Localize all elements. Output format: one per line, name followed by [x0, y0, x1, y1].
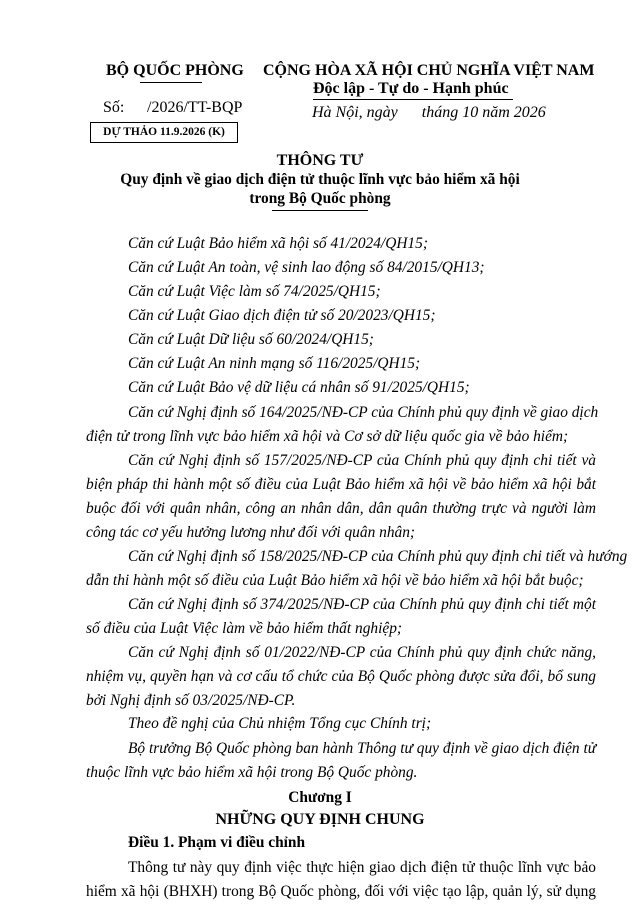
basis-line: Căn cứ Luật Bảo hiểm xã hội số 41/2024/QH15; — [128, 235, 428, 252]
decree-158-line: dẫn thi hành một số điều của Luật Bảo hiểm xã hội về bảo hiểm xã hội bắt buộc; — [86, 572, 584, 589]
document-title-line1: Quy định về giao dịch điện tử thuộc lĩnh vực bảo hiểm xã hội — [120, 171, 520, 188]
decree-01-line: nhiệm vụ, quyền hạn và cơ cấu tổ chức của Bộ Quốc phòng được sửa đổi, bổ sung — [86, 668, 596, 685]
national-motto: Độc lập - Tự do - Hạnh phúc — [313, 80, 509, 97]
document-title-line2: trong Bộ Quốc phòng — [249, 190, 391, 207]
decree-164-line: Căn cứ Nghị định số 164/2025/NĐ-CP của Chính phủ quy định về giao dịch — [128, 404, 599, 421]
decree-374-line: Căn cứ Nghị định số 374/2025/NĐ-CP của Chính phủ quy định chi tiết một — [128, 596, 596, 613]
decree-157-line: công tác cơ yếu hưởng lương như đối với quân nhân; — [86, 524, 416, 541]
place-date: Hà Nội, ngày tháng 10 năm 2026 — [312, 104, 546, 121]
issuance-line: thuộc lĩnh vực bảo hiểm xã hội trong Bộ Quốc phòng. — [86, 764, 418, 781]
basis-line: Căn cứ Luật Bảo vệ dữ liệu cá nhân số 91/2025/QH15; — [128, 379, 470, 396]
document-number-label: Số: — [103, 99, 125, 116]
basis-line: Căn cứ Luật Giao dịch điện tử số 20/2023/QH15; — [128, 307, 436, 324]
country-name: CỘNG HÒA XÃ HỘI CHỦ NGHĨA VIỆT NAM — [263, 62, 595, 79]
draft-box: DỰ THẢO 11.9.2026 (K) — [90, 122, 238, 143]
article-1-text-line: hiểm xã hội (BHXH) trong Bộ Quốc phòng, đối với việc tạo lập, quản lý, sử dụng — [86, 883, 596, 900]
proposal-line: Theo đề nghị của Chủ nhiệm Tổng cục Chính trị; — [128, 715, 432, 732]
title-underline — [272, 210, 368, 211]
motto-underline — [313, 99, 513, 100]
ministry-name: BỘ QUỐC PHÒNG — [106, 62, 244, 79]
article-1-text-line: Thông tư này quy định việc thực hiện giao dịch điện tử thuộc lĩnh vực bảo — [128, 859, 596, 876]
document-number: /2026/TT-BQP — [147, 99, 243, 116]
decree-157-line: buộc đối với quân nhân, công an nhân dân, dân quân thường trực và người làm — [86, 500, 596, 517]
chapter-number: Chương I — [288, 789, 352, 806]
decree-01-line: Căn cứ Nghị định số 01/2022/NĐ-CP của Chính phủ quy định chức năng, — [128, 644, 596, 661]
document-type: THÔNG TƯ — [276, 152, 364, 169]
decree-157-line: biện pháp thi hành một số điều của Luật Bảo hiểm xã hội về bảo hiểm xã hội bắt — [86, 476, 596, 493]
issuance-line: Bộ trưởng Bộ Quốc phòng ban hành Thông tư quy định về giao dịch điện tử — [128, 740, 597, 757]
decree-164-line: điện tử trong lĩnh vực bảo hiểm xã hội và Cơ sở dữ liệu quốc gia về bảo hiểm; — [86, 428, 569, 445]
article-1-heading: Điều 1. Phạm vi điều chỉnh — [128, 834, 306, 851]
decree-157-line: Căn cứ Nghị định số 157/2025/NĐ-CP của Chính phủ quy định chi tiết và — [128, 452, 596, 469]
basis-line: Căn cứ Luật Việc làm số 74/2025/QH15; — [128, 283, 381, 300]
decree-158-line: Căn cứ Nghị định số 158/2025/NĐ-CP của Chính phủ quy định chi tiết và hướng — [128, 548, 628, 565]
basis-line: Căn cứ Luật Dữ liệu số 60/2024/QH15; — [128, 331, 374, 348]
basis-line: Căn cứ Luật An ninh mạng số 116/2025/QH15; — [128, 355, 421, 372]
decree-374-line: số điều của Luật Việc làm về bảo hiểm thất nghiệp; — [86, 620, 403, 637]
chapter-name: NHỮNG QUY ĐỊNH CHUNG — [215, 811, 425, 828]
ministry-underline — [140, 82, 202, 83]
decree-01-line: bởi Nghị định số 03/2025/NĐ-CP. — [86, 692, 296, 709]
basis-line: Căn cứ Luật An toàn, vệ sinh lao động số 84/2015/QH13; — [128, 259, 485, 276]
